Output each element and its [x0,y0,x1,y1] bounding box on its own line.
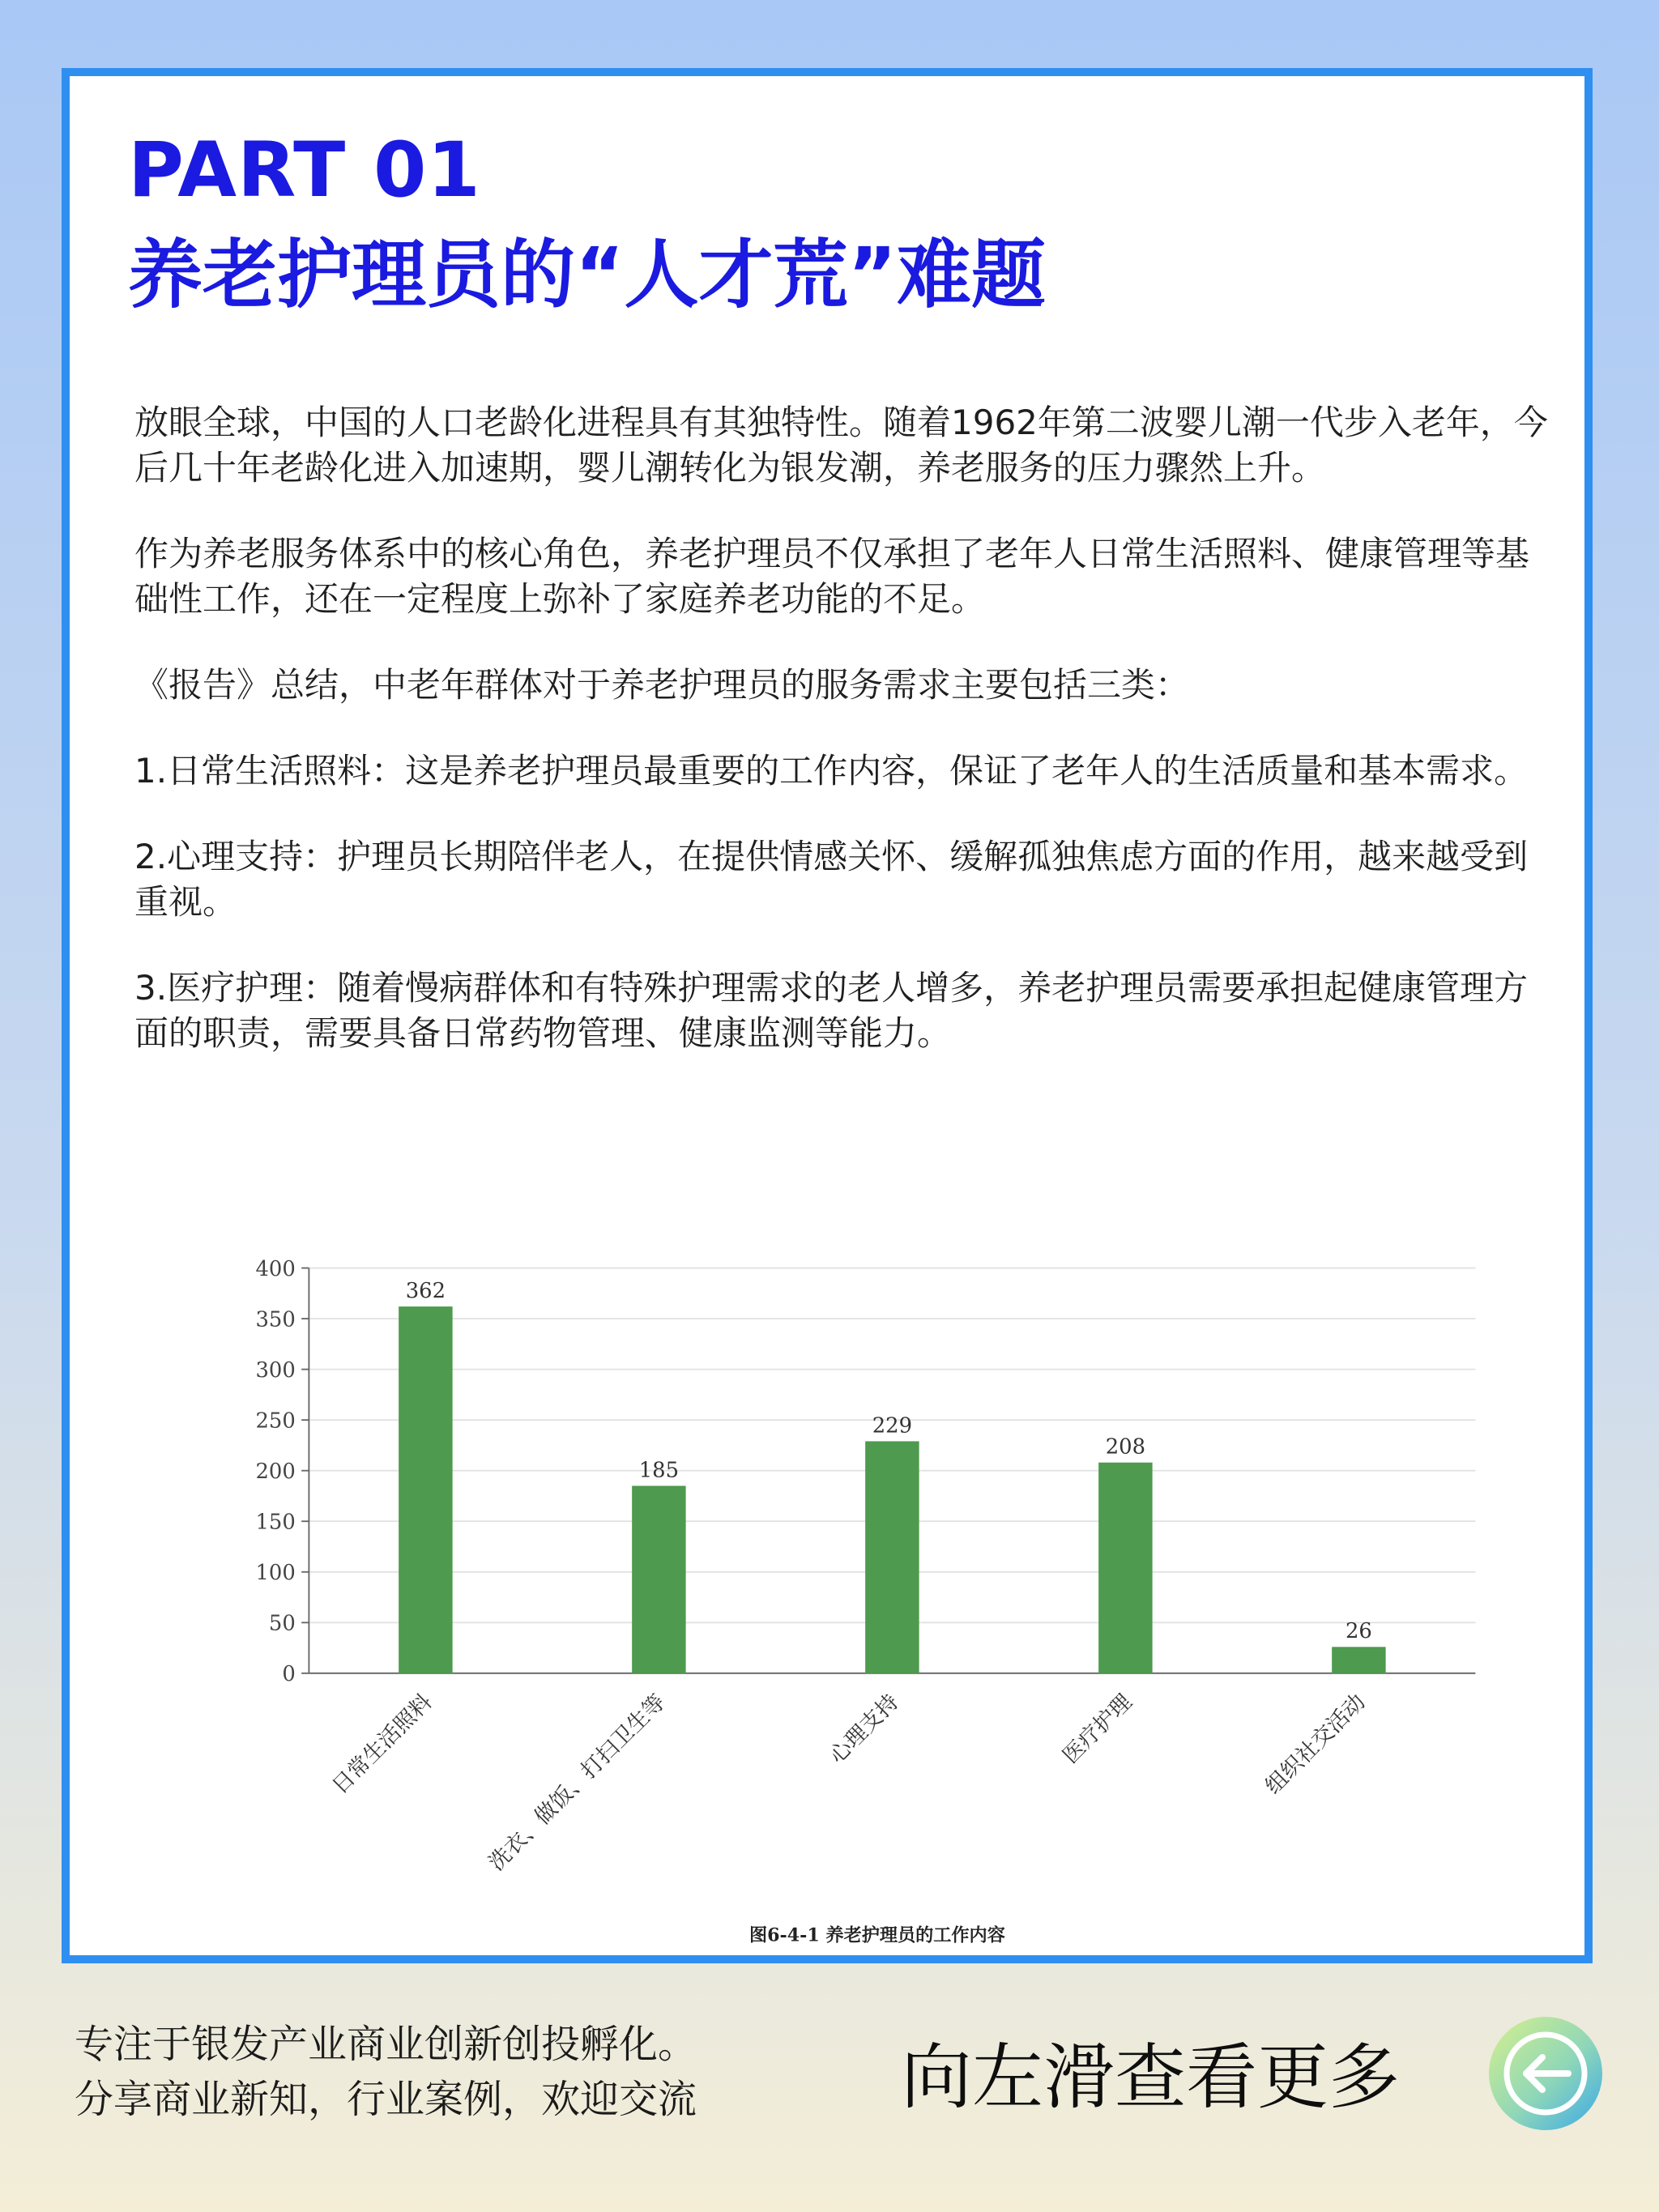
bar [399,1306,452,1673]
x-tick-label: 组织社交活动 [1260,1689,1371,1800]
x-tick-label: 日常生活照料 [327,1689,437,1800]
footer-tagline [75,2017,697,2127]
y-tick-label: 0 [282,1662,296,1687]
y-tick-label: 400 [255,1256,296,1281]
paragraph: 放眼全球，中国的人口老龄化进程具有其独特性。随着1962年第二波婴儿潮一代步入老年，今后几十年老龄化进入加速期，婴儿潮转化为银发潮，养老服务的压力骤然上升。 [134,403,1548,488]
y-tick-label: 350 [255,1307,296,1332]
bar [1332,1647,1385,1673]
paragraph: 3.医疗护理：随着慢病群体和有特殊护理需求的老人增多，养老护理员需要承担起健康管理方面的职责，需要具备日常药物管理、健康监测等能力。 [134,968,1529,1053]
y-tick-label: 50 [268,1611,296,1636]
y-tick-label: 250 [255,1409,296,1434]
paragraph: 2.心理支持：护理员长期陪伴老人，在提供情感关怀、缓解孤独焦虑方面的作用，越来越受到重视。 [134,837,1529,922]
y-tick-label: 300 [255,1357,296,1383]
x-tick-label: 医疗护理 [1057,1689,1137,1769]
y-tick-label: 200 [255,1459,296,1484]
y-tick-label: 100 [255,1561,296,1585]
arrow-left-icon [1487,2015,1604,2132]
paragraph: 1.日常生活照料：这是养老护理员最重要的工作内容，保证了老年人的生活质量和基本需求。 [134,751,1529,791]
data-label: 362 [405,1278,446,1303]
tagline-line-1: 专注于银发产业商业创新创投孵化。 [75,2022,697,2067]
x-tick-label: 洗衣、做饭、打扫卫生等 [484,1689,671,1876]
data-label: 26 [1345,1619,1372,1644]
bar-chart-svg [143,1186,1552,1963]
tagline-line-2: 分享商业新知，行业案例，欢迎交流 [75,2077,697,2122]
bar [632,1485,685,1673]
part-label: PART 01 [128,126,481,215]
bar [1098,1463,1152,1673]
page-title: 养老护理员的“人才荒”难题 [128,232,1046,318]
bar-chart [143,1186,1552,1963]
swipe-hint: 向左滑查看更多 [901,2035,1401,2119]
content-card [62,68,1593,1963]
paragraph: 作为养老服务体系中的核心角色，养老护理员不仅承担了老年人日常生活照料、健康管理等基础性工作，还在一定程度上弥补了家庭养老功能的不足。 [134,534,1530,619]
data-label: 185 [638,1458,680,1483]
swipe-left-button[interactable] [1487,2015,1604,2132]
data-label: 229 [872,1413,913,1438]
data-label: 208 [1105,1434,1146,1460]
chart-title: 图6-4-1 养老护理员的工作内容 [748,1924,1005,1946]
article-body [134,400,1552,1097]
paragraph: 《报告》总结，中老年群体对于养老护理员的服务需求主要包括三类： [134,665,1190,705]
bar [865,1441,919,1673]
x-tick-label: 心理支持 [824,1689,904,1769]
y-tick-label: 150 [255,1510,296,1535]
